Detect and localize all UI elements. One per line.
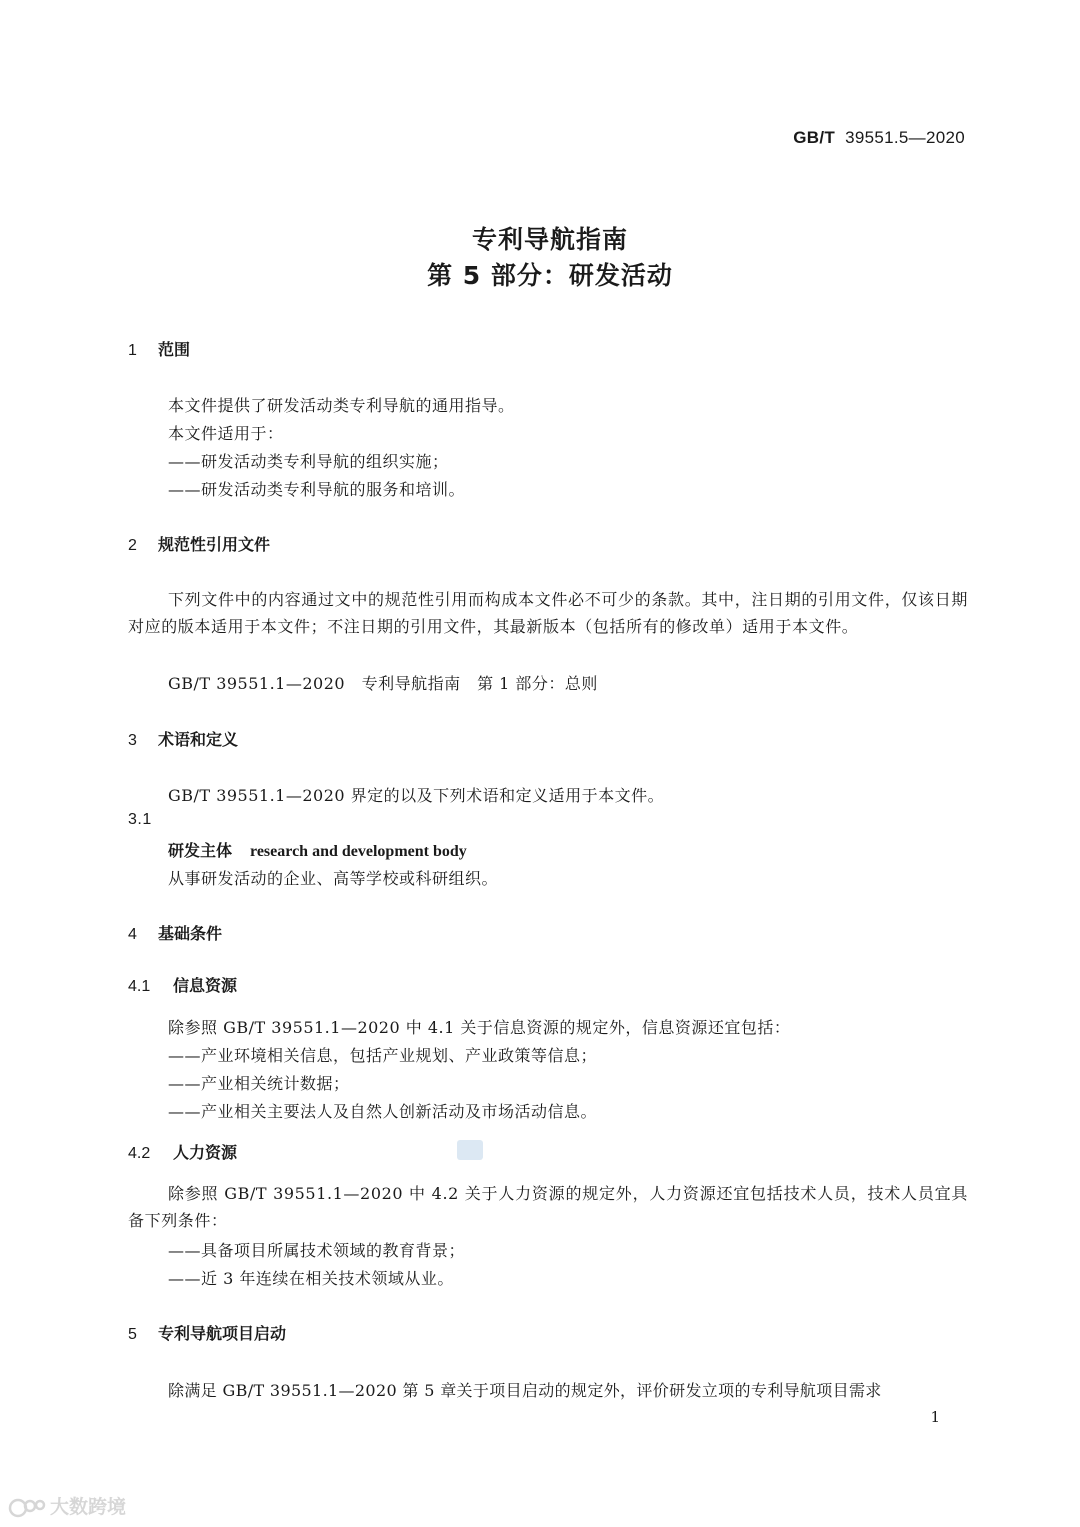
- document-title: 专利导航指南: [471, 225, 628, 254]
- section-4-2-heading: 4.2 人力资源: [128, 1143, 238, 1162]
- standard-code: GB/T 39551.5—2020: [793, 128, 965, 147]
- s42-line-1: ——具备项目所属技术领域的教育背景；: [168, 1241, 466, 1260]
- s1-line-3: ——研发活动类专利导航的组织实施；: [168, 452, 449, 471]
- section-1-heading: 1 范围: [128, 340, 191, 359]
- s5-paragraph: 除满足 GB/T 39551.1—2020 第 5 章关于项目启动的规定外，评价研发立项的专利导航项目需求: [168, 1381, 882, 1400]
- term-3-1-number: 3.1: [128, 811, 152, 828]
- section-5-heading: 5 专利导航项目启动: [128, 1324, 287, 1343]
- s41-line-4: ——产业相关主要法人及自然人创新活动及市场活动信息。: [168, 1102, 598, 1121]
- term-3-1-definition: 从事研发活动的企业、高等学校或科研组织。: [168, 869, 499, 888]
- watermark-logo-icon: [8, 1497, 46, 1519]
- s42-line-2: ——近 3 年连续在相关技术领域从业。: [168, 1269, 454, 1288]
- s41-line-1: 除参照 GB/T 39551.1—2020 中 4.1 关于信息资源的规定外，信息资源还宜包括：: [168, 1018, 791, 1037]
- watermark: 大数跨境: [8, 1492, 126, 1519]
- section-2-heading: 2 规范性引用文件: [128, 535, 271, 554]
- s2-normative-reference: GB/T 39551.1—2020 专利导航指南 第 1 部分：总则: [168, 674, 598, 693]
- s41-line-2: ——产业环境相关信息，包括产业规划、产业政策等信息；: [168, 1046, 598, 1065]
- s1-line-1: 本文件提供了研发活动类专利导航的通用指导。: [168, 396, 515, 415]
- document-subtitle: 第 5 部分：研发活动: [427, 261, 673, 290]
- faint-stamp-mark: [457, 1140, 483, 1160]
- s42-paragraph: 除参照 GB/T 39551.1—2020 中 4.2 关于人力资源的规定外，人力资源还宜包括技术人员，技术人员宜具备下列条件：: [128, 1184, 968, 1230]
- s1-line-2: 本文件适用于：: [168, 424, 284, 443]
- page-number: 1: [930, 1408, 940, 1426]
- s3-intro: GB/T 39551.1—2020 界定的以及下列术语和定义适用于本文件。: [168, 786, 665, 805]
- section-4-heading: 4 基础条件: [128, 924, 223, 943]
- term-3-1-title: 研发主体 research and development body: [168, 841, 467, 860]
- s41-line-3: ——产业相关统计数据；: [168, 1074, 350, 1093]
- section-3-heading: 3 术语和定义: [128, 730, 239, 749]
- s1-line-4: ——研发活动类专利导航的服务和培训。: [168, 480, 466, 499]
- s2-paragraph: 下列文件中的内容通过文中的规范性引用而构成本文件必不可少的条款。其中，注日期的引用文件，仅该日期对应的版本适用于本文件；不注日期的引用文件，其最新版本（包括所有的修改单）适用于本文件。: [128, 590, 968, 636]
- section-4-1-heading: 4.1 信息资源: [128, 976, 238, 995]
